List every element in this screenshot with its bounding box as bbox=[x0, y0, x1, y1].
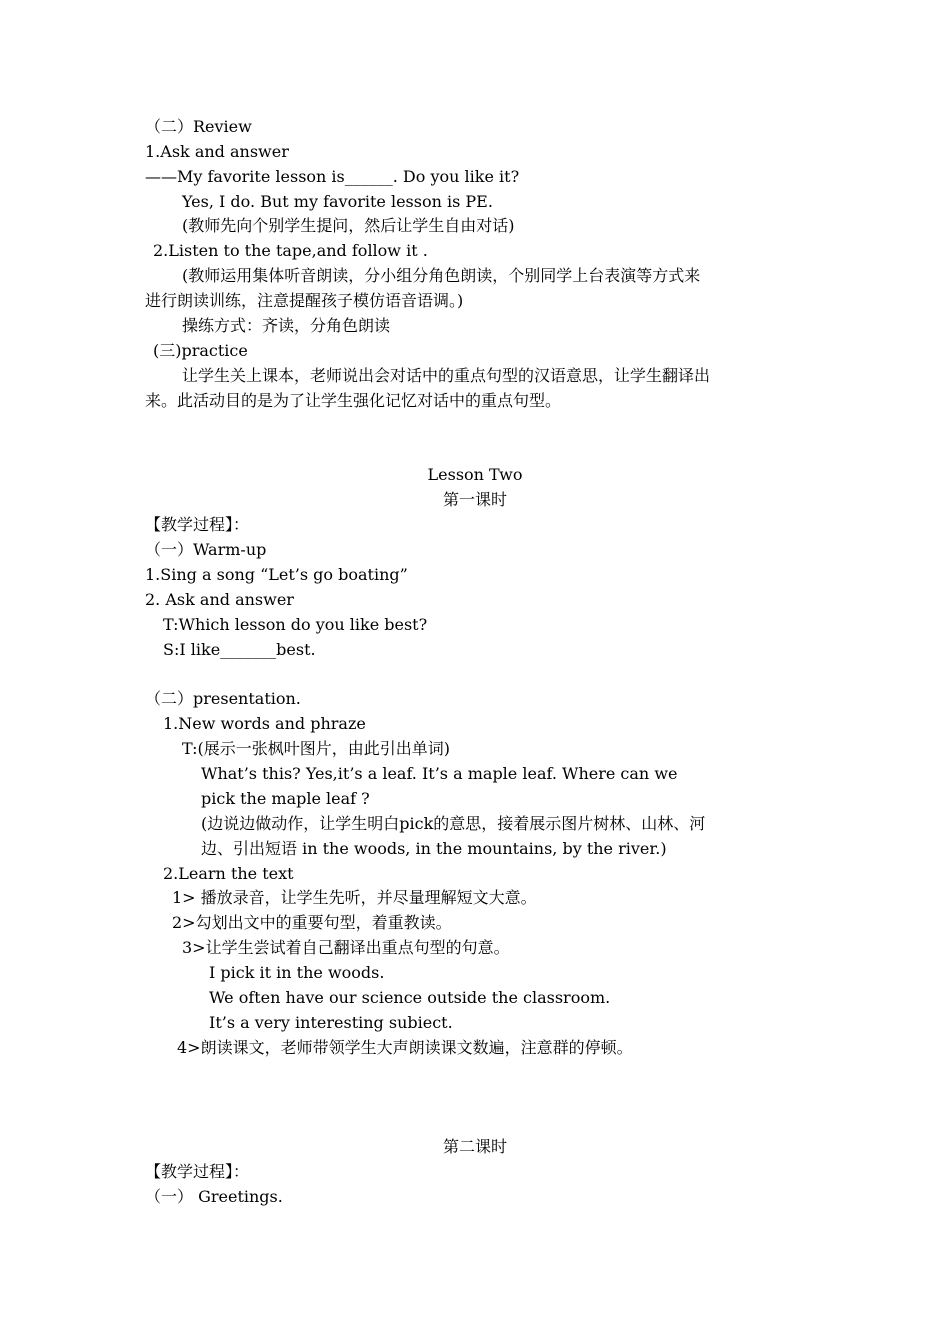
text-line: Yes, I do. But my favorite lesson is PE. bbox=[182, 192, 493, 211]
text-line: 【教学过程】： bbox=[145, 1162, 250, 1181]
text-line: 第二课时 bbox=[442, 1137, 507, 1156]
text-line: T:(展示一张枫叶图片，由此引出单词) bbox=[182, 739, 450, 758]
text-line: It’s a very interesting subiect. bbox=[209, 1013, 453, 1032]
text-line: （一）Warm-up bbox=[145, 540, 267, 559]
text-line: 2>勾划出文中的重要句型，着重教读。 bbox=[172, 913, 452, 932]
text-line: （一） Greetings. bbox=[145, 1187, 283, 1206]
text-line: ——My favorite lesson is______. Do you like it? bbox=[145, 167, 520, 186]
text-line: 1.New words and phraze bbox=[163, 714, 366, 733]
text-line: 进行朗读训练，注意提醒孩子模仿语音语调。) bbox=[145, 291, 464, 310]
text-line: 操练方式：齐读，分角色朗读 bbox=[182, 316, 391, 335]
text-line: 【教学过程】： bbox=[145, 515, 250, 534]
text-line: pick the maple leaf ? bbox=[201, 789, 370, 808]
text-line: (三)practice bbox=[153, 341, 248, 360]
text-line: 1.Sing a song “Let’s go boating” bbox=[145, 565, 408, 584]
text-line: 4>朗读课文，老师带领学生大声朗读课文数遍，注意群的停顿。 bbox=[177, 1038, 633, 1057]
text-line: （二）presentation. bbox=[145, 689, 301, 708]
text-line: (边说边做动作，让学生明白pick的意思，接着展示图片树林、山林、河 bbox=[201, 814, 706, 833]
text-line: (教师运用集体听音朗读，分小组分角色朗读，个别同学上台表演等方式来 bbox=[182, 266, 701, 285]
text-line: （二）Review bbox=[145, 117, 252, 136]
text-line: (教师先向个别学生提问，然后让学生自由对话) bbox=[182, 216, 515, 235]
text-line: 来。此活动目的是为了让学生强化记忆对话中的重点句型。 bbox=[145, 391, 562, 410]
text-line: I pick it in the woods. bbox=[209, 963, 385, 982]
text-line: 让学生关上课本，老师说出会对话中的重点句型的汉语意思，让学生翻译出 bbox=[182, 366, 711, 385]
text-line: We often have our science outside the classroom. bbox=[209, 988, 611, 1007]
text-line: Lesson Two bbox=[427, 465, 523, 484]
text-line: What’s this? Yes,it’s a leaf. It’s a maple leaf. Where can we bbox=[201, 764, 678, 783]
text-line: 1.Ask and answer bbox=[145, 142, 289, 161]
text-line: 2.Listen to the tape,and follow it . bbox=[153, 241, 428, 260]
text-line: 2. Ask and answer bbox=[145, 590, 294, 609]
text-line: 第一课时 bbox=[442, 490, 507, 509]
text-line: S:I like_______best. bbox=[163, 640, 316, 659]
text-line: 1> 播放录音，让学生先听，并尽量理解短文大意。 bbox=[172, 888, 537, 907]
text-line: 2.Learn the text bbox=[163, 864, 294, 883]
text-line: 3>让学生尝试着自己翻译出重点句型的句意。 bbox=[182, 938, 510, 957]
text-line: T:Which lesson do you like best? bbox=[163, 615, 428, 634]
text-line: 边、引出短语 in the woods, in the mountains, by the river.) bbox=[201, 839, 667, 858]
